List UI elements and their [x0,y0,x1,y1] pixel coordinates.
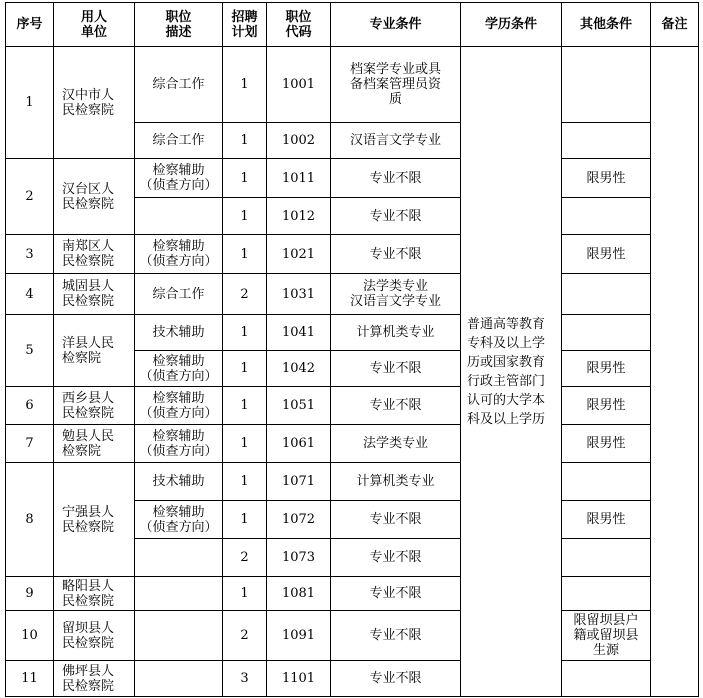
cell-plan: 1 [223,315,267,351]
cell-plan: 1 [223,463,267,501]
cell-desc: 技术辅助 [135,463,223,501]
cell-seq: 7 [6,425,54,463]
cell-desc [135,611,223,661]
table-row [6,315,699,351]
cell-plan: 2 [223,611,267,661]
cell-code: 1073 [267,539,331,577]
cell-note [651,47,699,697]
table-row [6,463,699,501]
cell-desc: 综合工作 [135,47,223,123]
cell-major: 专业不限 [331,577,461,611]
cell-plan: 1 [223,577,267,611]
header-other: 其他条件 [562,3,651,47]
cell-plan: 1 [223,47,267,123]
cell-desc: 检察辅助 （侦查方向） [135,425,223,463]
cell-plan: 1 [223,123,267,159]
table-row [6,661,699,697]
cell-other [562,123,651,159]
cell-seq: 2 [6,159,54,235]
cell-major: 计算机类专业 [331,463,461,501]
cell-other [562,315,651,351]
cell-other: 限留坝县户 籍或留坝县 生源 [562,611,651,661]
cell-major: 计算机类专业 [331,315,461,351]
cell-seq: 10 [6,611,54,661]
table-row [6,159,699,198]
cell-unit: 洋县人民 检察院 [54,315,135,387]
cell-other: 限男性 [562,235,651,274]
header-major: 专业条件 [331,3,461,47]
cell-code: 1081 [267,577,331,611]
header-plan: 招聘 计划 [223,3,267,47]
cell-plan: 1 [223,235,267,274]
cell-seq: 8 [6,463,54,577]
cell-code: 1001 [267,47,331,123]
cell-desc: 综合工作 [135,274,223,315]
cell-desc [135,661,223,697]
cell-other: 限男性 [562,501,651,539]
cell-code: 1011 [267,159,331,198]
cell-unit: 城固县人 民检察院 [54,274,135,315]
cell-other [562,274,651,315]
table-row [6,235,699,274]
cell-desc [135,577,223,611]
cell-code: 1021 [267,235,331,274]
cell-desc: 检察辅助 （侦查方向） [135,159,223,198]
cell-other [562,198,651,235]
cell-plan: 2 [223,274,267,315]
cell-unit: 宁强县人 民检察院 [54,463,135,577]
cell-code: 1002 [267,123,331,159]
cell-other [562,661,651,697]
cell-unit: 汉中市人 民检察院 [54,47,135,159]
cell-seq: 5 [6,315,54,387]
cell-code: 1051 [267,387,331,425]
cell-code: 1041 [267,315,331,351]
cell-other: 限男性 [562,159,651,198]
cell-desc [135,539,223,577]
cell-other [562,577,651,611]
cell-unit: 留坝县人 民检察院 [54,611,135,661]
cell-education: 普通高等教育专科及以上学历或国家教育行政主管部门认可的大学本科及以上学历 [461,47,562,697]
table-row [6,577,699,611]
cell-other: 限男性 [562,351,651,387]
cell-major: 专业不限 [331,501,461,539]
cell-code: 1031 [267,274,331,315]
table-row [6,611,699,661]
cell-desc: 检察辅助 （侦查方向） [135,387,223,425]
cell-seq: 3 [6,235,54,274]
cell-major: 法学类专业 [331,425,461,463]
table-row [6,425,699,463]
cell-desc [135,198,223,235]
cell-code: 1012 [267,198,331,235]
cell-major: 专业不限 [331,159,461,198]
cell-major: 专业不限 [331,611,461,661]
cell-major: 汉语言文学专业 [331,123,461,159]
cell-unit: 略阳县人 民检察院 [54,577,135,611]
cell-unit: 南郑区人 民检察院 [54,235,135,274]
cell-plan: 1 [223,425,267,463]
cell-plan: 3 [223,661,267,697]
header-seq: 序号 [6,3,54,47]
cell-seq: 4 [6,274,54,315]
cell-code: 1071 [267,463,331,501]
cell-seq: 11 [6,661,54,697]
cell-code: 1042 [267,351,331,387]
table-row [6,387,699,425]
cell-seq: 6 [6,387,54,425]
cell-desc: 检察辅助 （侦查方向） [135,351,223,387]
recruitment-table [5,2,699,697]
cell-major: 专业不限 [331,351,461,387]
cell-unit: 汉台区人 民检察院 [54,159,135,235]
cell-desc: 技术辅助 [135,315,223,351]
cell-major: 专业不限 [331,198,461,235]
cell-major: 专业不限 [331,661,461,697]
header-row [6,3,699,47]
header-desc: 职位 描述 [135,3,223,47]
cell-other [562,47,651,123]
cell-plan: 1 [223,387,267,425]
table-row [6,274,699,315]
cell-other [562,463,651,501]
cell-plan: 1 [223,351,267,387]
cell-unit: 勉县人民 检察院 [54,425,135,463]
cell-major: 专业不限 [331,235,461,274]
cell-seq: 1 [6,47,54,159]
cell-plan: 1 [223,159,267,198]
cell-code: 1091 [267,611,331,661]
cell-desc: 检察辅助 （侦查方向） [135,501,223,539]
header-note: 备注 [651,3,699,47]
header-unit: 用人 单位 [54,3,135,47]
cell-other: 限男性 [562,425,651,463]
cell-plan: 2 [223,539,267,577]
cell-major: 档案学专业或具 备档案管理员资 质 [331,47,461,123]
cell-other [562,539,651,577]
cell-plan: 1 [223,198,267,235]
cell-plan: 1 [223,501,267,539]
cell-unit: 西乡县人 民检察院 [54,387,135,425]
cell-code: 1101 [267,661,331,697]
table-row [6,47,699,123]
cell-seq: 9 [6,577,54,611]
header-code: 职位 代码 [267,3,331,47]
cell-other: 限男性 [562,387,651,425]
cell-desc: 检察辅助 （侦查方向） [135,235,223,274]
cell-major: 专业不限 [331,539,461,577]
cell-code: 1072 [267,501,331,539]
header-edu: 学历条件 [461,3,562,47]
cell-desc: 综合工作 [135,123,223,159]
cell-major: 法学类专业 汉语言文学专业 [331,274,461,315]
cell-major: 专业不限 [331,387,461,425]
cell-code: 1061 [267,425,331,463]
cell-unit: 佛坪县人 民检察院 [54,661,135,697]
